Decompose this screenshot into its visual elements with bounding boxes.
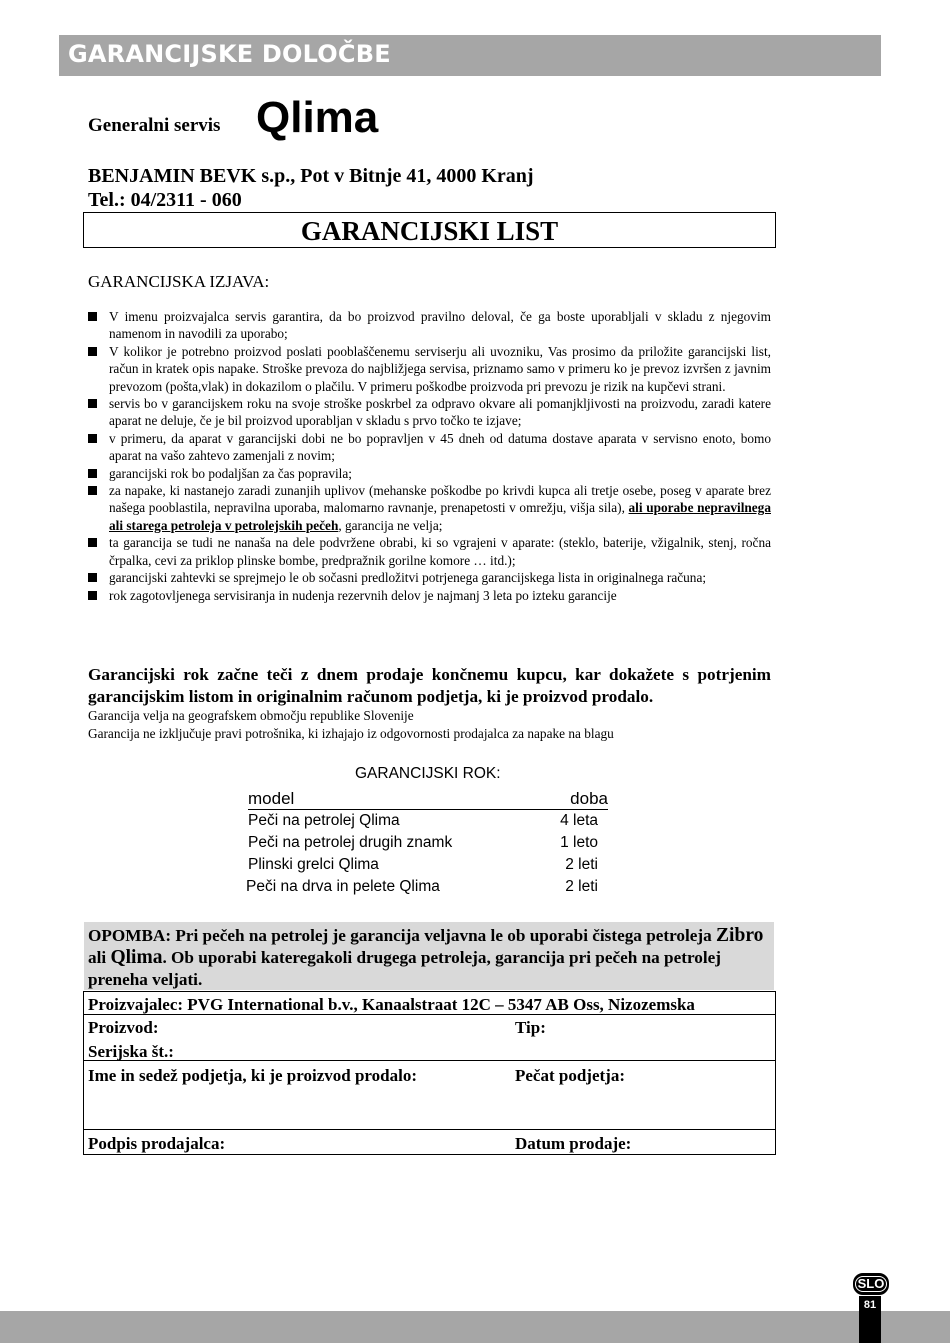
warranty-form <box>83 991 776 1155</box>
company-phone: Tel.: 04/2311 - 060 <box>88 189 242 211</box>
table-row <box>248 812 598 834</box>
list-item: za napake, ki nastanejo zaradi zunanjih uplivov (mehanske poškodbe po krivdi kupca ali tretje osebe, poseg v aparate brez našega pooblastila, nepravilna uporaba, malomarno ravnanje, prenapetosti v omrežju, višja sila), ali uporabe nepravilnega ali starega petroleja v petrolejskih pečeh, garancija ne velja; <box>88 482 771 534</box>
row-period: 2 leti <box>565 878 598 895</box>
note-box <box>84 922 774 990</box>
brand-zibro: Zibro <box>716 925 764 946</box>
manufacturer-line: Proizvajalec: PVG International b.v., Kanaalstraat 12C – 5347 AB Oss, Nizozemska <box>88 995 695 1014</box>
table-row <box>248 878 598 900</box>
row-period: 1 leto <box>560 834 598 851</box>
list-item: ta garancija se tudi ne nanaša na dele podvržene obrabi, ki so vgrajeni v aparate: (steklo, baterije, vžigalnik, stenj, ročna črpalka, cevi za priklop plinske bombe, predpražnik gorilne komore … itd.); <box>88 534 771 569</box>
square-bullet-icon <box>88 312 97 321</box>
column-header-model: model <box>248 789 295 808</box>
note-text: OPOMBA: Pri pečeh na petrolej je garancija veljavna le ob uporabi čistega petroleja Zibro ali Qlima. Ob uporabi kateregakoli drugega petroleja, garancija pri pečeh na petrolej preneha veljati. <box>88 925 764 989</box>
warranty-start-text: Garancijski rok začne teči z dnem prodaje končnemu kupcu, kar dokažete s potrjenim garancijskim listom in originalnim računom podjetja, ki je proizvod prodalo. <box>88 665 771 706</box>
square-bullet-icon <box>88 538 97 547</box>
square-bullet-icon <box>88 347 97 356</box>
page-number-tab <box>859 1296 881 1343</box>
column-header-period: doba <box>570 789 608 808</box>
square-bullet-icon <box>88 469 97 478</box>
document-title: GARANCIJSKI LIST <box>83 212 776 248</box>
form-divider <box>84 1129 775 1130</box>
list-item: rok zagotovljenega servisiranja in nudenja rezervnih delov je najmanj 3 leta po izteku garancije <box>88 587 771 604</box>
consumer-rights-text: Garancija ne izključuje pravi potrošnika, ki izhajajo iz odgovornosti prodajalca za napake na blagu <box>88 726 614 741</box>
warranty-table-header <box>248 789 608 810</box>
row-model: Peči na petrolej drugih znamk <box>248 834 453 851</box>
form-divider <box>84 1060 775 1061</box>
section-header <box>59 35 881 76</box>
square-bullet-icon <box>88 399 97 408</box>
product-label: Proizvod: <box>88 1018 159 1037</box>
company-address: BENJAMIN BEVK s.p., Pot v Bitnje 41, 4000 Kranj <box>88 165 534 187</box>
service-label: Generalni servis <box>88 115 221 136</box>
signature-label: Podpis prodajalca: <box>88 1134 226 1153</box>
row-model: Peči na petrolej Qlima <box>248 812 400 829</box>
list-item: v primeru, da aparat v garancijski dobi ne bo popravljen v 45 dneh od datuma dostave aparata v servisno enoto, bomo aparat na vašo zahtevo zamenjali z novim; <box>88 430 771 465</box>
qlima-logo-text: Qlima <box>256 93 379 142</box>
seller-label: Ime in sedež podjetja, ki je proizvod prodalo: <box>88 1066 417 1085</box>
qlima-logo <box>254 92 392 144</box>
declaration-title: GARANCIJSKA IZJAVA: <box>88 272 270 291</box>
serial-number-label: Serijska št.: <box>88 1042 174 1061</box>
underlined-emphasis: ali uporabe nepravilnega ali starega petroleja v petrolejskih pečeh <box>109 500 771 533</box>
language-badge: SLO <box>853 1273 889 1295</box>
row-period: 4 leta <box>560 812 598 829</box>
validity-text: Garancija velja na geografskem območju republike Slovenije <box>88 708 414 723</box>
footer-bar <box>0 1311 950 1343</box>
square-bullet-icon <box>88 591 97 600</box>
list-item: servis bo v garancijskem roku na svoje stroške poskrbel za odpravo okvare ali pomanjkljivosti na proizvodu, zaradi katere aparat ne deluje, če je bil proizvod uporabljan v skladu s prvo točko te izjave; <box>88 395 771 430</box>
list-item: V kolikor je potrebno proizvod poslati pooblaščenemu serviserju ali uvozniku, Vas prosimo da priložite garancijski list, račun in kratek opis napake. Stroške prevoza do najbližjega servisa, priznamo samo v primeru ko je prevoz izvršen z javnim prevozom (pošta,vlak) in dokazilom o plačilu. V primeru poškodbe proizvoda pri prevozu je rizik na kupčevi strani. <box>88 343 771 395</box>
section-title: GARANCIJSKE DOLOČBE <box>68 40 391 68</box>
list-item: garancijski rok bo podaljšan za čas popravila; <box>88 465 771 482</box>
row-model: Peči na drva in pelete Qlima <box>246 878 440 895</box>
table-row <box>248 856 598 878</box>
page-number: 81 <box>863 1299 877 1311</box>
warranty-table-title: GARANCIJSKI ROK: <box>355 765 501 782</box>
declaration-list <box>88 308 771 604</box>
row-period: 2 leti <box>565 856 598 873</box>
square-bullet-icon <box>88 486 97 495</box>
list-item: V imenu proizvajalca servis garantira, da bo proizvod pravilno deloval, če ga boste uporabljali v skladu z njegovim namenom in navodili za uporabo; <box>88 308 771 343</box>
type-label: Tip: <box>515 1018 546 1037</box>
square-bullet-icon <box>88 573 97 582</box>
form-divider <box>84 1014 775 1015</box>
sale-date-label: Datum prodaje: <box>515 1134 632 1153</box>
list-item: garancijski zahtevki se sprejmejo le ob sočasni predložitvi potrjenega garancijskega lista in originalnega računa; <box>88 569 771 586</box>
stamp-label: Pečat podjetja: <box>515 1066 625 1085</box>
table-row <box>248 834 598 856</box>
square-bullet-icon <box>88 434 97 443</box>
brand-qlima: Qlima <box>110 947 163 968</box>
row-model: Plinski grelci Qlima <box>248 856 379 873</box>
